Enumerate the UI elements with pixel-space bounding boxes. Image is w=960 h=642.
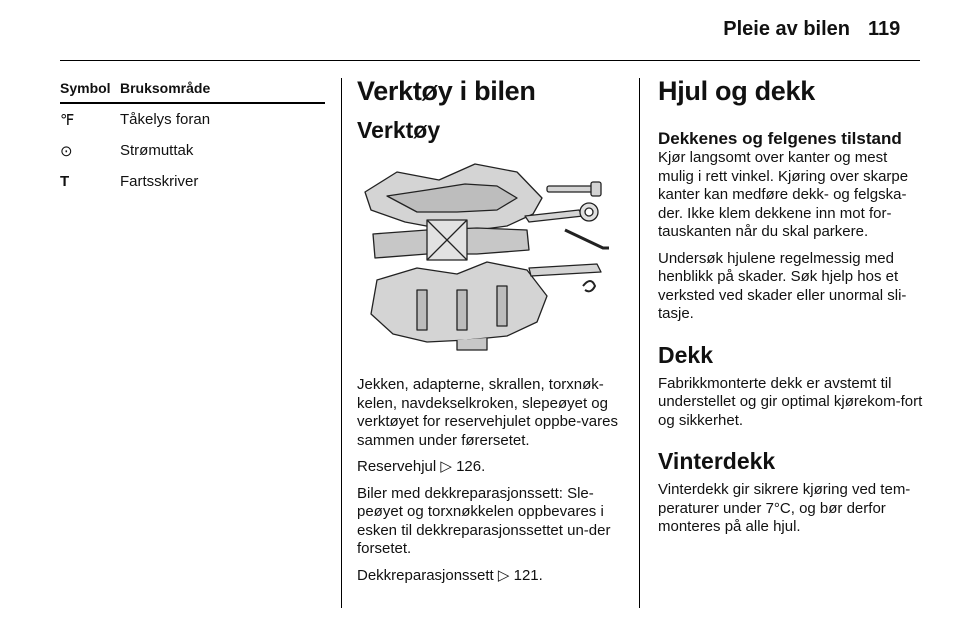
tools-paragraph: Jekken, adapterne, skrallen, torxnøk-kelen, navdekselkroken, slepeøyet og verktøyet for reservehjulet oppbe-vares sammen under førersetet. <box>357 376 618 449</box>
condition-paragraph: Undersøk hjulene regelmessig med henblikk på skader. Søk hjelp hos et verksted ved skader eller unormal sli-tasje. <box>658 249 907 322</box>
fog-light-icon: ℉ <box>60 111 75 129</box>
table-row <box>60 104 325 135</box>
winter-tyres-title: Vinterdekk <box>658 448 776 474</box>
symbol-table <box>60 80 325 197</box>
tools-section <box>357 76 625 144</box>
row-description: Tåkelys foran <box>120 111 211 128</box>
row-description: Fartsskriver <box>120 173 199 190</box>
tools-section-title: Verktøy i bilen <box>357 76 536 106</box>
symbol-table-header <box>60 80 325 104</box>
table-row <box>60 135 325 166</box>
condition-title: Dekkenes og felgenes tilstand <box>658 129 902 148</box>
spare-wheel-reference: Reservehjul ▷ 126. <box>357 458 486 475</box>
hub-cap-hook <box>529 264 601 276</box>
tyres-paragraph: Fabrikkmonterte dekk er avstemt til understellet og gir optimal kjørekom-fort og sikkerhet. <box>658 374 923 429</box>
power-outlet-icon: ⊙ <box>60 142 73 160</box>
torx-key <box>565 230 609 248</box>
wheel-bolt-tool <box>547 186 595 192</box>
tools-paragraph: Biler med dekkreparasjonssett: Sle-peøyet og torxnøkkelen oppbevares i esken til dekkreparasjonssettet un-der forsetet. <box>357 484 611 557</box>
tyres-title: Dekk <box>658 341 713 368</box>
table-row <box>60 166 325 197</box>
tyres-section <box>658 76 926 537</box>
header-divider <box>60 60 920 61</box>
column-divider-left <box>341 78 342 608</box>
column-divider-right <box>639 78 640 608</box>
tools-text <box>357 376 625 585</box>
winter-tyres-paragraph: Vinterdekk gir sikrere kjøring ved tem-peraturer under 7°C, og bør derfor monteres på alle hjul. <box>658 481 911 535</box>
usage-column-header: Bruksområde <box>120 80 211 96</box>
page-header-title: Pleie av bilen <box>723 18 850 40</box>
tools-subtitle: Verktøy <box>357 117 441 143</box>
tyres-section-title: Hjul og dekk <box>658 76 815 106</box>
page-number: 119 <box>868 18 901 40</box>
symbol-column-header: Symbol <box>60 80 111 96</box>
tachograph-icon: T <box>60 173 70 190</box>
row-description: Strømuttak <box>120 142 194 159</box>
tool-kit-illustration <box>357 150 622 360</box>
repair-kit-reference: Dekkreparasjonssett ▷ 121. <box>357 566 543 584</box>
condition-paragraph: Kjør langsomt over kanter og mest mulig i rett vinkel. Kjøring over skarpe kanter kan medføre dekk- og felgska-der. Ikke klem dekkene inn mot for-tauskanten når du skal parkere. <box>658 149 909 240</box>
